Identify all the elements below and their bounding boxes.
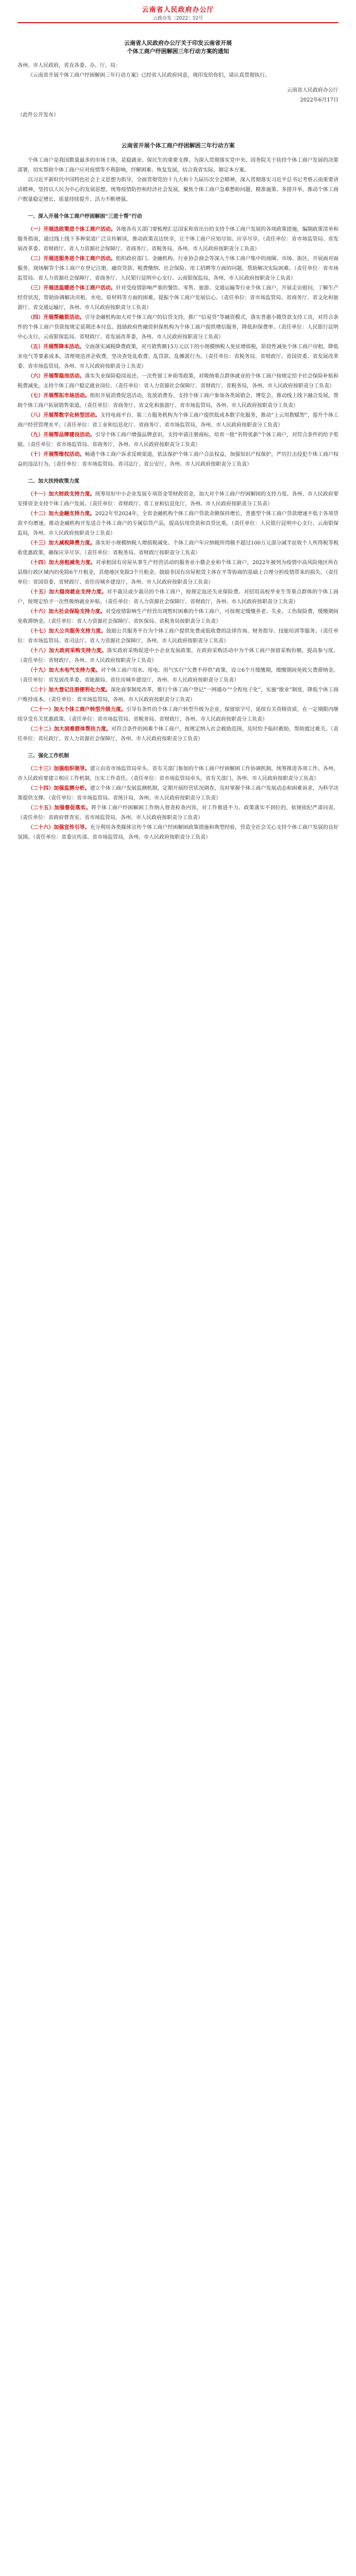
plan-item [18,371,338,391]
plan-item-label: （二十五）加强督促落实。 [28,805,91,811]
plan-item [18,411,338,430]
notice-title-line1: 云南省人民政府办公厅关于印发云南省开展 [124,40,232,46]
plan-item-label: （十三）加大减税降费力度。 [28,540,95,546]
plan-item-label: （九）开展帮品牌建设活动。 [28,432,95,438]
plan-item-label: （十一）加大财政支持力度。 [28,492,95,497]
plan-item-label: （五）开展帮降本活动。 [28,344,85,350]
plan-item [18,705,338,724]
plan-item [18,803,338,823]
plan-item-text: 2022年至2024年，全省金融机构个体工商户贷款余额保持增长，普惠型个体工商户贷款增速不低于各项贷款平均增速。推动金融机构开发适合个体工商户的专属信贷产品，提高信用贷款和首贷比重。（责任单位：人民银行昆明中心支行、云南银保监局，各州、市人民政府按职责分工负责） [18,511,339,536]
plan-item [18,646,338,666]
plan-item-label: （二十一）加大个体工商户转型升级力度。 [28,707,126,713]
section-heading: 一、深入开展个体工商户纾困解困“三进十帮”行动 [28,214,142,219]
plan-item [18,558,338,587]
plan-item-label: （十六）加大社会保险支持力度。 [28,609,106,615]
plan-item-text: 落实好小规模纳税人增值税减免、个体工商户年应纳税所得额不超过100万元部分减半征收个人所得税等税收优惠政策，确保应享尽享。（责任单位：省税务局、省财政厅按职责分工负责） [18,540,339,556]
plan-item-text: 引导个体工商户增强品牌意识，支持申请注册商标，培育一批“名特优新”个体工商户，对符合条件的给予奖励。（责任单位：省市场监管局、省商务厅，各州、市人民政府按职责分工负责） [18,432,338,448]
plan-item-text: 全面落实减税降费政策，对月销售额15万元以下的小规模纳税人免征增值税，阶段性减免个体工商户房租，降低水电气等要素成本，清理规范涉企收费，坚决查处乱收费、乱罚款、乱摊派行为。（责任单位：省税务局、省财政厅、省国资委、省发展改革委、省市场监管局，各州、市人民政府按职责分工负责） [18,344,339,369]
plan-item-text: 组织政府部门、金融机构、行业协会商会等深入个体工商户集中的商圈、市场、街区，开展面对面服务，现场解答个体工商户在登记注册、融资贷款、税费缴纳、社会保险、用工招聘等方面的问题，帮助解决实际困难。（责任单位：省市场监管局、省人力资源社会保障厅、省商务厅、人民银行昆明中心支行、云南银保监局，各州、市人民政府按职责分工负责） [18,256,339,281]
plan-item-label: （二十六）加强宣传引导。 [28,825,90,831]
plan-item-label: （二十二）加大困难群体帮扶力度。 [28,726,112,732]
plan-item-label: （二）开展送服务进个体工商户活动。 [28,256,116,262]
plan-item-label: （六）开展帮稳岗活动。 [28,374,85,379]
plan-item [18,823,338,842]
plan-item-text: 建立个体工商户发展监测机制，定期开展经营状况调查，及时掌握个体工商户发展动态和困难诉求，为科学决策提供支撑。（责任单位：省市场监管局、省统计局，各州、市人民政府按职责分工负责） [18,786,339,801]
plan-title: 云南省开展个体工商户纾困解困三年行动方案 [121,142,235,149]
plan-item-label: （二十三）加强组织领导。 [28,766,90,772]
plan-item-text: 对个体工商户用水、用电、用气实行“欠费不停供”政策，设立6个月缓缴期，缓缴期间免收欠费滞纳金。（责任单位：省发展改革委、省能源局、省住房城乡建设厅，各州、市人民政府按职责分工负责） [18,668,338,683]
plan-item [18,283,338,313]
plan-item [18,685,338,705]
plan-item [18,764,338,784]
plan-item-label: （十九）加大水电气支持力度。 [28,668,101,673]
plan-item-label: （十八）加大政府采购支持力度。 [28,648,107,654]
signature: 云南省人民政府办公厅 [287,88,338,93]
plan-item-text: 针对受疫情影响严重的餐饮、零售、旅游、交通运输等行业个体工商户，开展走访慰问，了解生产经营状况，帮助协调解决房租、水电、原材料等方面的困难，提振个体工商户发展信心。（责任单位：省市场监管局、省商务厅、省文化和旅游厅、省交通运输厅，各州、市人民政府按职责分工负责） [18,285,339,311]
plan-item-label: （一）开展送政策进个体工商户活动。 [28,227,116,232]
plan-item [18,626,338,646]
plan-item-text: 引导有条件的个体工商户转型升级为企业，保留原字号，延续有关资格资质，在一定期限内继续享受有关优惠政策。（责任单位：省市场监管局、省税务局、省财政厅，各州、市人民政府按职责分工负责） [18,707,339,722]
plan-item [18,391,338,411]
plan-item [18,489,338,509]
notice-body: 《云南省开展个体工商户纾困解困三年行动方案》已经省人民政府同意，现印发给你们，请认真贯彻执行。 [28,73,270,78]
plan-item [18,666,338,685]
plan-item [18,342,338,371]
plan-item-text: 将个体工商户纾困解困工作纳入督查检查内容，对工作推进不力、政策落实不到位的，依规依纪严肃问责。（责任单位：省政府督查室、省市场监管局，各州、市人民政府按职责分工负责） [18,805,339,821]
plan-item-text: 畅通个体工商户诉求反映渠道，依法保护个体工商户合法权益，加强知识产权保护，严厉打击侵犯个体工商户权益的违法行为。（责任单位：省市场监管局、省司法厅、省公安厅，各州、市人民政府按职责分工负责） [18,452,339,467]
plan-item [18,430,338,450]
plan-item-text: 建立由省市场监管局牵头、省有关部门参加的个体工商户纾困解困工作协调机制，统筹推进各项工作。各州、市人民政府要建立相应工作机制，压实工作责任。（责任单位：省市场监管局牵头，省有关部门，各州、市人民政府按职责分工负责） [18,766,339,782]
plan-item-label: （十五）加大稳岗就业支持力度。 [28,589,107,595]
plan-item-label: （三）开展送温暖进个体工商户活动。 [28,285,116,291]
plan-item [18,587,338,607]
plan-item [18,784,338,803]
plan-item-label: （二十四）加强监测分析。 [28,786,90,791]
notice-title [18,39,338,56]
plan-item-label: （八）开展帮数字化转型活动。 [28,413,100,418]
plan-item-label: （二十）加大登记注册便利化力度。 [28,687,111,693]
plan-item [18,313,338,342]
plan-item [18,509,338,538]
section-heading: 三、强化工作机制 [28,753,69,759]
plan-item-label: （十二）加大金融支持力度。 [28,511,95,517]
masthead [18,0,338,36]
section-heading: 二、加大扶持政策力度 [28,479,79,484]
plan-item [18,538,338,558]
plan-item-text: 对不裁员或少裁员的个体工商户，按规定返还失业保险费。对招用高校毕业生等重点群体的个体工商户，按规定给予一次性吸纳就业补贴。（责任单位：省人力资源社会保障厅、省财政厅，各州、市人民政府按职责分工负责） [18,589,339,605]
plan-item-text: 对符合条件的困难个体工商户，按规定纳入社会救助范围，及时给予临时救助，帮助渡过难关。（责任单位：省民政厅、省人力资源社会保障厅，各州、市人民政府按职责分工负责） [18,726,339,742]
date: 2022年6月17日 [300,97,338,103]
plan-item [18,225,338,254]
plan-item-text: 各地各有关部门要梳理汇总国家和省出台的支持个体工商户发展的各项政策措施，编制政策清单和服务指南，通过线上线下多种渠道广泛宣传解读，推动政策直达快享，让个体工商户应知尽知、应享尽享。（责任单位：省市场监管局、省发展改革委、省财政厅、省人力资源社会保障厅、省商务厅、省税务局，各州、市人民政府按职责分工负责） [18,227,339,252]
plan-item-text: 支持电商平台、第三方服务机构为个体工商户提供低成本数字化服务，推动“上云用数赋智”，提升个体工商户经营管理水平。（责任单位：省工业和信息化厅、省商务厅、省市场监管局，各州、市人民政府按职责分工负责） [18,413,339,428]
plan-item-text: 落实失业保险稳岗返还、一次性留工补助等政策，对吸纳重点群体就业的个体工商户按规定给予社会保险补贴和税费减免，支持个体工商户稳定就业岗位。（责任单位：省人力资源社会保障厅、省财政厅、省税务局，各州、市人民政府按职责分工负责） [18,374,339,389]
plan-intro: 个体工商户是我国数量最多的市场主体，是稳就业、保民生的重要支撑。为深入贯彻落实党中央、国务院关于扶持个体工商户发展的决策部署，切实帮助个体工商户应对疫情等不利影响，纾解困难、恢复发展，结合我省实际，制定本方案。 [18,158,338,173]
plan-item [18,254,338,283]
plan-item-text: 鼓励公共服务平台为个体工商户提供免费或低收费的法律咨询、财务指导、技能培训等服务。（责任单位：省市场监管局、省司法厅、省人力资源社会保障厅，各州、市人民政府按职责分工负责） [18,629,339,644]
plan-item [18,724,338,744]
plan-item-label: （十七）加大公共服务支持力度。 [28,629,107,634]
notice-title-line2: 个体工商户纾困解困三年行动方案的通知 [127,48,229,55]
site-title: 云南省人民政府办公厅 [142,6,214,14]
plan-item [18,607,338,626]
plan-item-text: 落实政府采购促进中小企业发展政策，在政府采购活动中为个体工商户预留采购份额，提高参与度。（责任单位：省财政厅，各州、市人民政府按职责分工负责） [18,648,339,664]
plan-item-label: （十四）加大房租减免力度。 [28,560,96,566]
plan-item-text: 引导金融机构加大对个体工商户的信贷支持，推广“信易贷”等融资模式，落实普惠小微贷款支持工具，对符合条件的个体工商户贷款按规定延期还本付息。鼓励政府性融资担保机构为个体工商户提供增信服务，降低担保费率。（责任单位：人民银行昆明中心支行、云南银保监局、省财政厅、省发展改革委，各州、市人民政府按职责分工负责） [18,315,338,340]
doc-number: 云政办发〔2022〕52号 [152,16,204,21]
plan-item-text: 深化商事制度改革，推行个体工商户登记“一网通办”“全程电子化”，实施“歇业”制度，降低个体工商户维持成本。（责任单位：省市场监管局，各州、市人民政府按职责分工负责） [18,687,338,703]
plan-intro: 以习近平新时代中国特色社会主义思想为指导，全面贯彻党的十九大和十九届历次全会精神，深入贯彻落实习近平总书记考察云南重要讲话精神，坚持以人民为中心的发展思想，统筹疫情防控和经济社会发展，聚焦个体工商户急难愁盼问题，精准施策、多措并举，推动个体工商户数量稳定增长、质量持续提升、活力不断增强。 [18,177,338,202]
masthead-rule [18,22,338,23]
plan-item [18,450,338,469]
plan-sections [18,212,338,842]
plan-item-label: （十）开展帮维权活动。 [28,452,85,457]
plan-item-text: 充分利用各类媒体宣传个体工商户纾困解困政策措施和典型经验，营造全社会关心支持个体工商户发展的良好氛围。（责任单位：省委宣传部、省市场监管局，各州、市人民政府按职责分工负责） [18,825,339,840]
plan-item-text: 对受疫情影响生产经营出现暂时困难的个体工商户，可按规定缓缴养老、失业、工伤保险费，缓缴期间免收滞纳金。（责任单位：省人力资源社会保障厅、省医保局、省税务局按职责分工负责） [18,609,339,624]
plan-item-text: 组织开展消费促进活动，发放消费券，支持个体工商户参加各类展销会、博览会，推动线上线下融合发展，帮助个体工商户拓展销售渠道。（责任单位：省商务厅、省文化和旅游厅、省市场监管局，各州、市人民政府按职责分工负责） [18,393,339,409]
plan-item-text: 统筹用好中小企业发展专项资金等财政资金，加大对个体工商户纾困解困的支持力度。各州、市人民政府要安排资金支持个体工商户发展。（责任单位：省财政厅、省工业和信息化厅，各州、市人民政府按职责分工负责） [18,492,339,507]
public-note: （此件公开发布） [18,112,59,118]
plan-item-label: （七）开展帮拓市场活动。 [28,393,90,399]
addressee: 各州、市人民政府，省直各委、办、厅、局： [18,63,121,69]
plan-item-text: 对承租国有房屋从事生产经营活动的服务业小微企业和个体工商户，2022年被列为疫情中高风险地区所在县级行政区域内的免除6个月租金，其他地区免除3个月租金。鼓励非国有房屋租赁主体在平等协商的基础上合理分担疫情带来的损失。（责任单位：省国资委、省财政厅、省住房城乡建设厅，各州、市人民政府按职责分工负责） [18,560,339,585]
plan-item-label: （四）开展帮融资活动。 [28,315,85,320]
